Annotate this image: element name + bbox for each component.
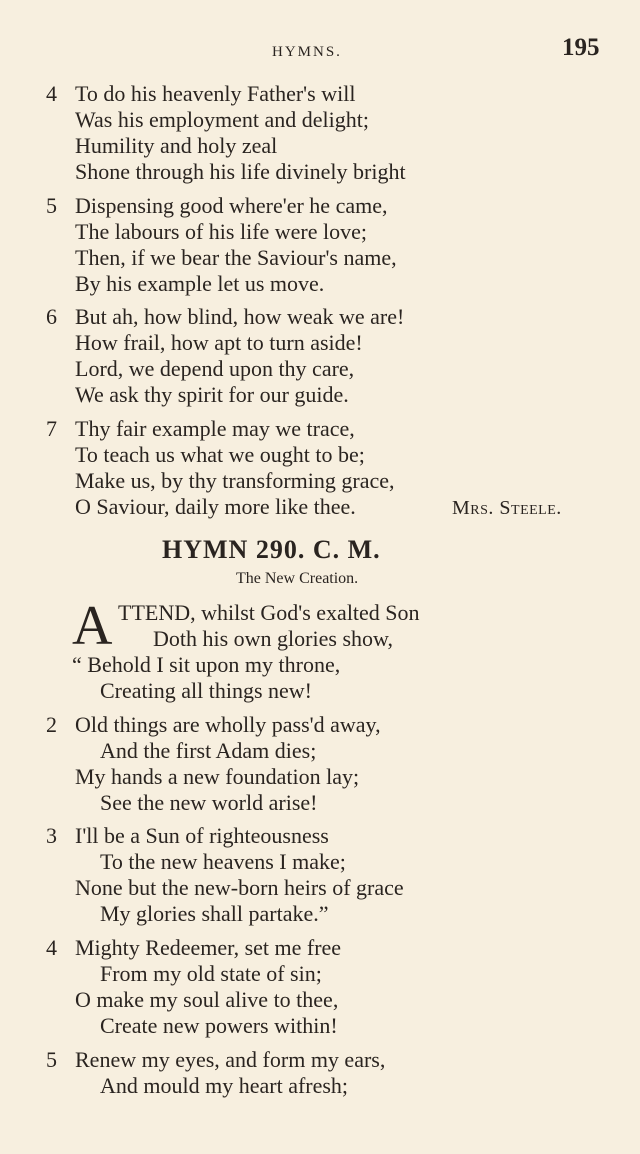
stanza-number: 5 [46, 1047, 57, 1072]
verse-line: I'll be a Sun of righteousness [75, 823, 329, 848]
verse-line: See the new world arise! [100, 790, 318, 815]
verse-line: Was his employment and delight; [75, 107, 369, 132]
verse-line: From my old state of sin; [100, 961, 322, 986]
verse-line: Then, if we bear the Saviour's name, [75, 245, 397, 270]
stanza-number: 7 [46, 416, 57, 441]
verse-line: Thy fair example may we trace, [75, 416, 355, 441]
verse-line: Dispensing good where'er he came, [75, 193, 388, 218]
author-attribution: Mrs. Steele. [452, 497, 562, 519]
stanza-number: 2 [46, 712, 57, 737]
verse-line: Mighty Redeemer, set me free [75, 935, 342, 960]
verse-line: Make us, by thy transforming grace, [75, 468, 395, 493]
verse-line: Lord, we depend upon thy care, [75, 356, 355, 381]
verse-line: Renew my eyes, and form my ears, [75, 1047, 386, 1072]
verse-line: To teach us what we ought to be; [75, 442, 365, 467]
verse-line: “ Behold I sit upon my throne, [72, 652, 341, 677]
stanza-number: 3 [46, 823, 57, 848]
verse-line: Humility and holy zeal [75, 133, 278, 158]
running-header: HYMNS. [272, 44, 342, 60]
verse-line: Shone through his life divinely bright [75, 159, 406, 184]
stanza-number: 5 [46, 193, 57, 218]
verse-line: We ask thy spirit for our guide. [75, 382, 349, 407]
verse-line: Doth his own glories show, [153, 626, 393, 651]
stanza-number: 4 [46, 935, 57, 960]
page-number: 195 [562, 34, 600, 61]
verse-line: How frail, how apt to turn aside! [75, 330, 363, 355]
hymn-subtitle: The New Creation. [236, 570, 359, 587]
verse-line: But ah, how blind, how weak we are! [75, 304, 405, 329]
verse-line: O Saviour, daily more like thee. [75, 494, 356, 519]
verse-line: O make my soul alive to thee, [75, 987, 339, 1012]
verse-line: And mould my heart afresh; [100, 1073, 349, 1098]
verse-line: To the new heavens I make; [100, 849, 346, 874]
hymn-title: HYMN 290. C. M. [162, 535, 381, 564]
verse-line: Creating all things new! [100, 678, 313, 703]
verse-line: By his example let us move. [75, 271, 325, 296]
drop-cap: A [72, 595, 113, 657]
verse-line: TTEND, whilst God's exalted Son [118, 600, 420, 625]
verse-line: Create new powers within! [100, 1013, 338, 1038]
verse-line: To do his heavenly Father's will [75, 81, 356, 106]
verse-line: My glories shall partake.” [100, 901, 329, 926]
verse-line: None but the new-born heirs of grace [75, 875, 404, 900]
verse-line: And the first Adam dies; [100, 738, 317, 763]
stanza-number: 4 [46, 81, 57, 106]
verse-line: Old things are wholly pass'd away, [75, 712, 381, 737]
stanza-number: 6 [46, 304, 57, 329]
verse-line: My hands a new foundation lay; [75, 764, 360, 789]
verse-line: The labours of his life were love; [75, 219, 368, 244]
